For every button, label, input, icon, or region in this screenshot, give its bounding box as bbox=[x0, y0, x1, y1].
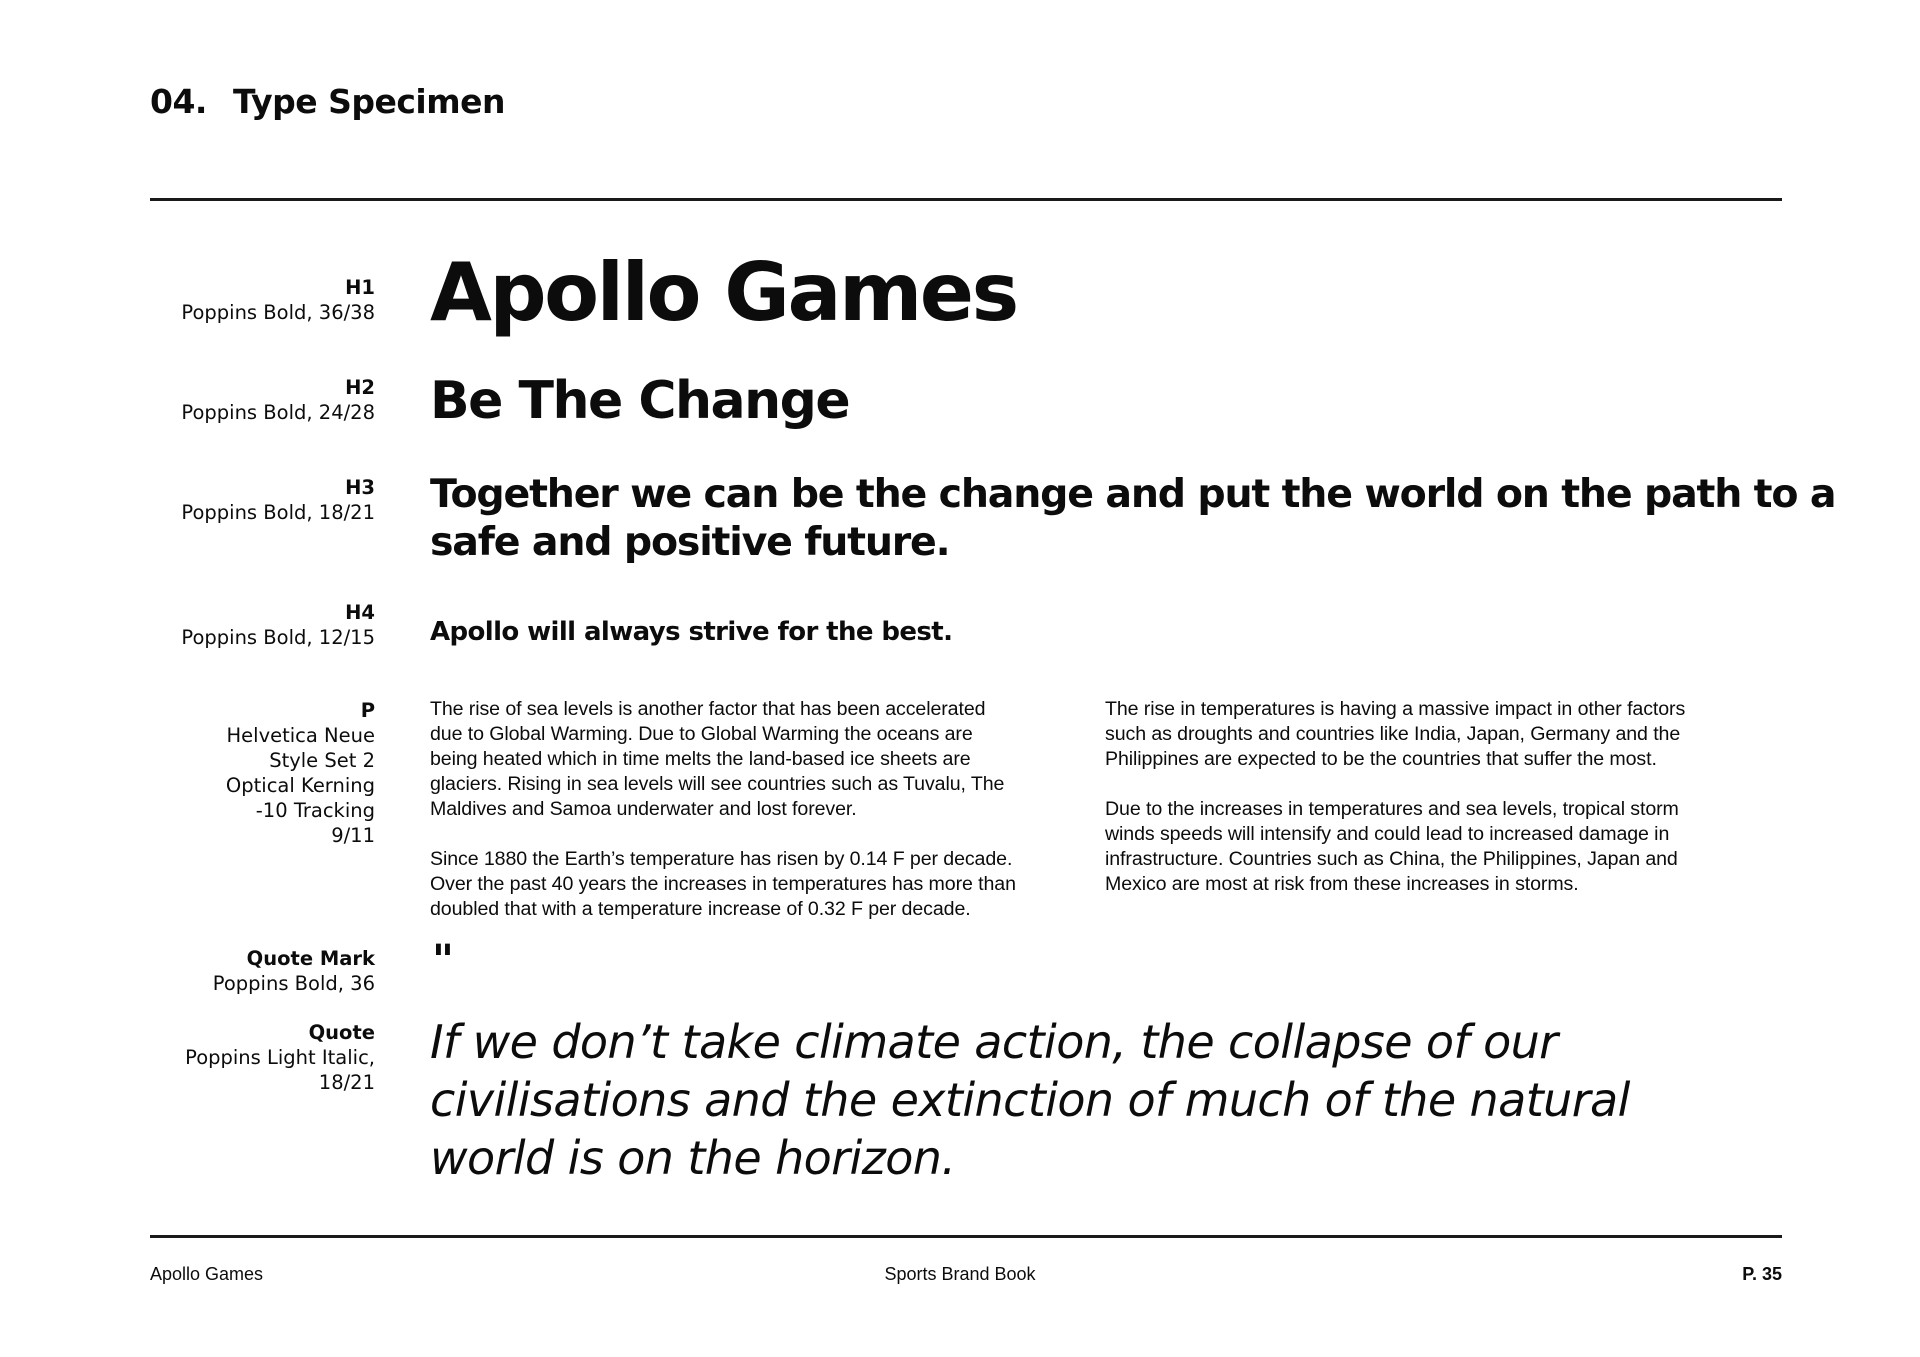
h2-sample: Be The Change bbox=[430, 371, 850, 431]
quote-mark-sample: " bbox=[432, 935, 454, 984]
paragraph-line: The rise in temperatures is having a massive impact in other factors bbox=[1105, 698, 1686, 720]
h3-label-desc: Poppins Bold, 18/21 bbox=[181, 501, 375, 524]
top-divider bbox=[150, 198, 1782, 201]
paragraph-line: Due to the increases in temperatures and sea levels, tropical storm bbox=[1105, 798, 1679, 820]
paragraph-line: being heated which in time melts the land-based ice sheets are bbox=[430, 748, 971, 770]
footer-book-title: Sports Brand Book bbox=[884, 1264, 1036, 1284]
h1-sample: Apollo Games bbox=[430, 246, 1017, 339]
p-label-desc-line: Style Set 2 bbox=[269, 749, 375, 772]
p-label-desc-line: -10 Tracking bbox=[255, 799, 375, 822]
quote-label-title: Quote bbox=[308, 1021, 375, 1044]
paragraph bbox=[1105, 697, 1745, 772]
paragraph-column-left bbox=[430, 697, 1070, 947]
h1-label-title: H1 bbox=[345, 276, 375, 299]
h3-sample-line: Together we can be the change and put the world on the path to a bbox=[430, 471, 1836, 517]
paragraph bbox=[430, 697, 1070, 822]
quote-mark-label-title: Quote Mark bbox=[246, 947, 375, 970]
quote-line: civilisations and the extinction of much of the natural bbox=[430, 1073, 1630, 1127]
h4-sample: Apollo will always strive for the best. bbox=[430, 617, 953, 647]
paragraph-line: infrastructure. Countries such as China, the Philippines, Japan and bbox=[1105, 848, 1678, 870]
p-label-title: P bbox=[360, 699, 375, 722]
h1-spec-label bbox=[135, 275, 375, 325]
paragraph-line: Maldives and Samoa underwater and lost forever. bbox=[430, 798, 857, 820]
paragraph-line: such as droughts and countries like India, Japan, Germany and the bbox=[1105, 723, 1681, 745]
quote-spec-label bbox=[135, 1020, 375, 1095]
h2-label-title: H2 bbox=[345, 376, 375, 399]
footer-brand: Apollo Games bbox=[150, 1264, 264, 1284]
page-header bbox=[150, 82, 505, 121]
section-number: 04. bbox=[150, 82, 207, 121]
quote-label-desc-line: Poppins Light Italic, bbox=[185, 1046, 375, 1069]
quote-line: If we don’t take climate action, the collapse of our bbox=[430, 1015, 1558, 1069]
h2-spec-label bbox=[135, 375, 375, 425]
paragraph-line: winds speeds will intensify and could lead to increased damage in bbox=[1105, 823, 1670, 845]
paragraph-line: Mexico are most at risk from these increases in storms. bbox=[1105, 873, 1579, 895]
section-title: Type Specimen bbox=[233, 82, 506, 121]
quote-mark-spec-label bbox=[135, 946, 375, 996]
h1-label-desc: Poppins Bold, 36/38 bbox=[181, 301, 375, 324]
p-label-desc-line: Helvetica Neue bbox=[226, 724, 375, 747]
quote-line: world is on the horizon. bbox=[430, 1131, 956, 1185]
p-label-desc-line: Optical Kerning bbox=[225, 774, 375, 797]
paragraph-line: Over the past 40 years the increases in temperatures has more than bbox=[430, 873, 1016, 895]
bottom-divider bbox=[150, 1235, 1782, 1238]
footer-page-number: P. 35 bbox=[1742, 1264, 1782, 1284]
h3-sample bbox=[430, 470, 1835, 566]
h4-label-title: H4 bbox=[345, 601, 375, 624]
paragraph-line: Since 1880 the Earth’s temperature has risen by 0.14 F per decade. bbox=[430, 848, 1013, 870]
paragraph-line: glaciers. Rising in sea levels will see countries such as Tuvalu, The bbox=[430, 773, 1005, 795]
quote-sample bbox=[430, 1013, 1630, 1187]
paragraph-line: The rise of sea levels is another factor that has been accelerated bbox=[430, 698, 986, 720]
h4-label-desc: Poppins Bold, 12/15 bbox=[181, 626, 375, 649]
h3-sample-line: safe and positive future. bbox=[430, 519, 950, 565]
quote-mark-label-desc: Poppins Bold, 36 bbox=[212, 972, 375, 995]
quote-label-desc-line: 18/21 bbox=[318, 1071, 375, 1094]
h3-label-title: H3 bbox=[345, 476, 375, 499]
paragraph bbox=[1105, 797, 1745, 897]
paragraph-line: Philippines are expected to be the countries that suffer the most. bbox=[1105, 748, 1657, 770]
h2-label-desc: Poppins Bold, 24/28 bbox=[181, 401, 375, 424]
p-label-desc-line: 9/11 bbox=[331, 824, 375, 847]
paragraph-line: doubled that with a temperature increase of 0.32 F per decade. bbox=[430, 898, 971, 920]
p-spec-label bbox=[135, 698, 375, 848]
paragraph-column-right bbox=[1105, 697, 1745, 922]
h3-spec-label bbox=[135, 475, 375, 525]
paragraph-line: due to Global Warming. Due to Global Warming the oceans are bbox=[430, 723, 973, 745]
h4-spec-label bbox=[135, 600, 375, 650]
paragraph bbox=[430, 847, 1070, 922]
